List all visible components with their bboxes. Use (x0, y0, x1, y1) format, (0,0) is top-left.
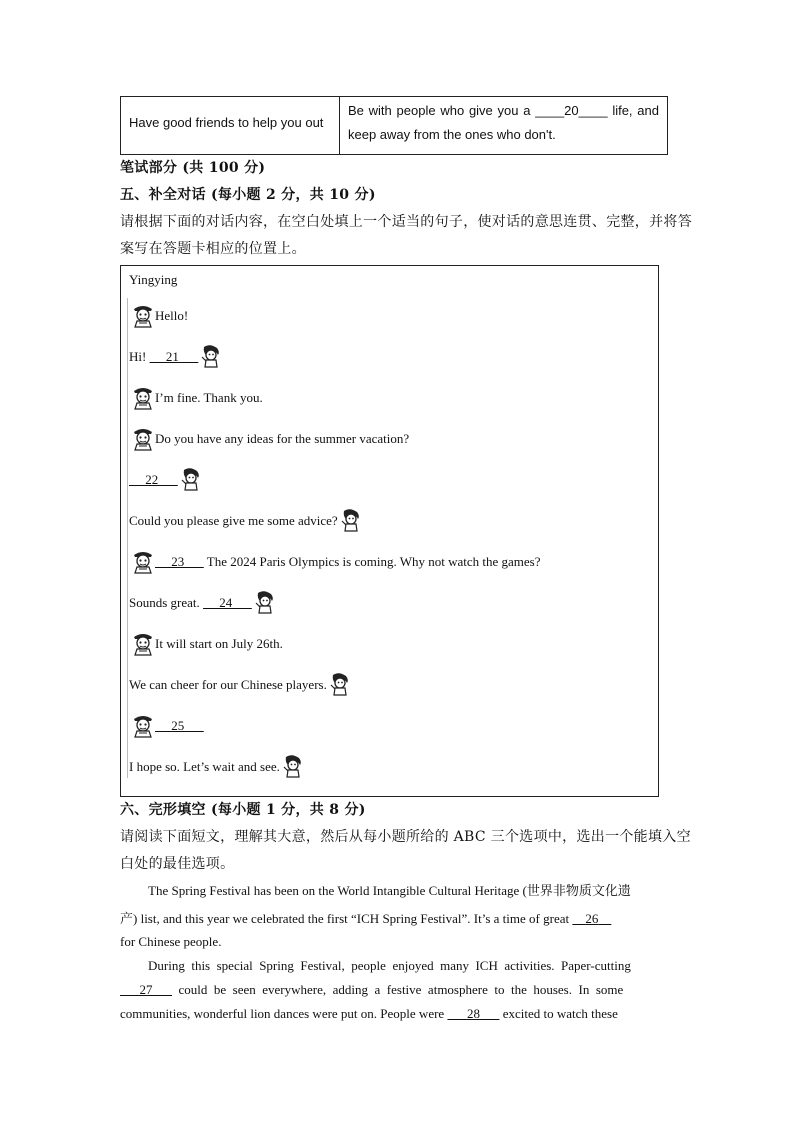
section6-instruction-1: 请阅读下面短文，理解其大意，然后从每小题所给的 ABC 三个选项中，选出一个能填入空 (120, 829, 691, 845)
dialog-text: I’m fine. Thank you. (155, 389, 263, 405)
table-left-text: Have good friends to help you out (129, 115, 324, 130)
table-right-word: Be (348, 103, 364, 118)
section6-title: 六、完形填空 (每小题 1 分，共 8 分) (120, 802, 366, 818)
blank-23: 23 (155, 553, 204, 569)
blank-28: 28 (466, 1006, 480, 1021)
dialog-line (131, 548, 541, 578)
passage-line-6-text: communities, wonderful lion dances were put on. People were (120, 1006, 448, 1021)
dialog-text (129, 595, 252, 610)
table-right-word: and (637, 103, 659, 118)
girl-avatar-icon (280, 753, 304, 783)
section5-title: 五、补全对话 (每小题 2 分，共 10 分) (120, 187, 376, 203)
dialog-line (129, 466, 202, 496)
table-right-word: give (468, 103, 493, 118)
blank-27: 27 (139, 982, 153, 997)
dialog-box (120, 265, 659, 797)
blank-24: 24 (203, 594, 252, 610)
table-right-cell (340, 97, 667, 154)
dialog-pre: Hi! (129, 348, 150, 364)
passage-line-2 (120, 908, 674, 927)
girl-avatar-icon (252, 589, 276, 619)
boy-avatar-icon (131, 384, 155, 414)
dialog-text: We can cheer for our Chinese players. (129, 676, 327, 692)
table-right-word: life, (612, 103, 633, 118)
advice-table (120, 96, 668, 155)
dialog-post: The 2024 Paris Olympics is coming. Why not watch the games? (203, 553, 541, 569)
dialog-divider (127, 298, 128, 778)
girl-avatar-icon (338, 507, 362, 537)
dialog-line (129, 507, 362, 537)
boy-avatar-icon (131, 302, 155, 332)
passage-line-6-end: excited to watch these (499, 1006, 618, 1021)
dialog-line (129, 753, 304, 783)
section5-instruction-1: 请根据下面的对话内容，在空白处填上一个适当的句子，使对话的意思连贯、完整，并将答 (120, 214, 692, 230)
boy-avatar-icon (131, 425, 155, 455)
dialog-line (131, 384, 263, 414)
section6-instruction-2: 白处的最佳选项。 (120, 856, 235, 872)
table-right-line1 (348, 103, 659, 118)
dialog-text: Could you please give me some advice? (129, 512, 338, 528)
dialog-text: Hello! (155, 307, 189, 323)
table-right-word: who (440, 103, 465, 118)
table-right-word: people (396, 103, 436, 118)
table-right-word: with (368, 103, 392, 118)
dialog-text: It will start on July 26th. (155, 635, 283, 651)
blank-22: 22 (129, 471, 178, 487)
passage-line-2-text: 产) list, and this year we celebrated the first “ICH Spring Festival”. It’s a time of great (120, 911, 573, 926)
dialog-line (131, 302, 188, 332)
blank-26: 26 (585, 911, 599, 926)
boy-avatar-icon (131, 548, 155, 578)
table-right-word: ____20____ (535, 103, 608, 118)
dialog-text (155, 718, 204, 733)
passage-line-3: for Chinese people. (120, 934, 222, 949)
blank-25: 25 (155, 717, 204, 733)
written-part-heading: 笔试部分 (共 100 分) (120, 160, 266, 176)
girl-avatar-icon (198, 343, 222, 373)
dialog-line (131, 712, 204, 742)
blank-21: 21 (149, 348, 199, 364)
dialog-line (129, 671, 351, 701)
boy-avatar-icon (131, 712, 155, 742)
girl-avatar-icon (327, 671, 351, 701)
passage-line-1: The Spring Festival has been on the World Intangible Cultural Heritage (世界非物质文化遗 (148, 883, 631, 898)
dialog-line (129, 343, 222, 373)
passage-line-5-text: could be seen everywhere, adding a festive atmosphere to the houses. In some (172, 982, 624, 997)
passage-line-6 (120, 1006, 618, 1022)
dialog-line (129, 589, 276, 619)
table-left-cell (121, 97, 340, 154)
section5-instruction-2: 案写在答题卡相应的位置上。 (120, 241, 306, 257)
speaker-name: Yingying (129, 272, 178, 287)
table-right-word: a (523, 103, 531, 118)
passage-line-4: During this special Spring Festival, people enjoyed many ICH activities. Paper-cutting (148, 958, 631, 973)
dialog-text: I hope so. Let’s wait and see. (129, 758, 280, 774)
table-right-word: you (497, 103, 519, 118)
table-right-line2: keep away from the ones who don't. (348, 127, 556, 142)
passage-line-5 (120, 982, 623, 998)
dialog-pre: Sounds great. (129, 594, 204, 610)
dialog-text (129, 349, 198, 364)
girl-avatar-icon (178, 466, 202, 496)
dialog-line (131, 630, 283, 660)
dialog-text: Do you have any ideas for the summer vacation? (155, 430, 410, 446)
dialog-text (129, 472, 178, 487)
boy-avatar-icon (131, 630, 155, 660)
dialog-line (131, 425, 409, 455)
dialog-text (155, 554, 541, 569)
